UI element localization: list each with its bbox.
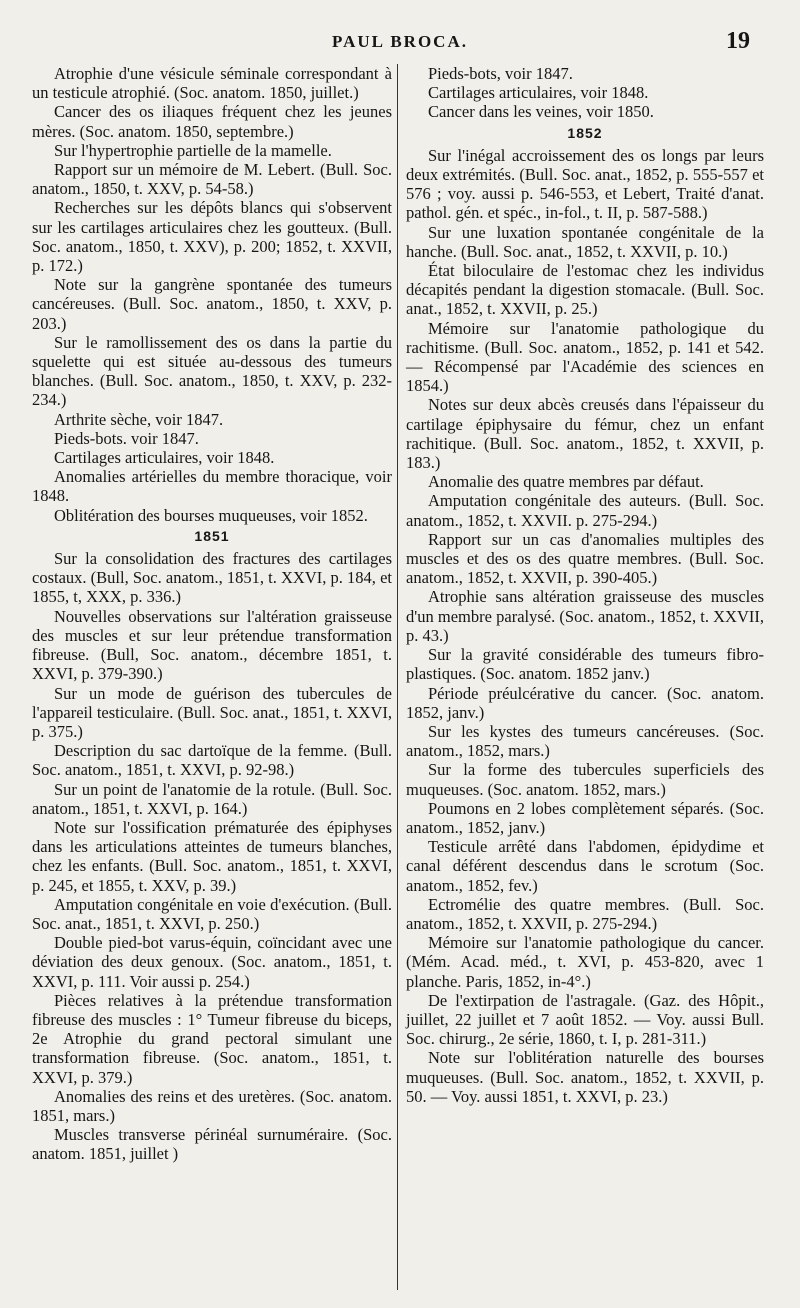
bibliography-entry: Sur la consolidation des fractures des cartilages costaux. (Bull, Soc. anatom., 1851, t. XXVI, p. 184, et 1855, t, XXX, p. 336.) [32, 549, 392, 607]
left-column [32, 64, 392, 1164]
column-divider [397, 64, 398, 1290]
left-entries-before-1851 [32, 64, 392, 525]
bibliography-entry: Nouvelles observations sur l'altération graisseuse des muscles et sur leur prétendue transformation fibreuse. (Bull, Soc. anatom., décembre 1851, t. XXVI, p. 379-390.) [32, 606, 392, 684]
bibliography-entry: Sur une luxation spontanée congénitale de la hanche. (Bull. Soc. anat., 1852, t. XXVII, p. 10.) [406, 222, 764, 261]
bibliography-entry: Cartilages articulaires, voir 1848. [428, 83, 649, 103]
bibliography-entry: Amputation congénitale en voie d'exécution. (Bull. Soc. anat., 1851, t. XXVI, p. 250.) [32, 894, 392, 933]
bibliography-entry: État biloculaire de l'estomac chez les individus décapités pendant la digestion stomacale. (Bull. Soc. anat., 1852, t. XXVII, p. 25.) [406, 261, 764, 319]
bibliography-entry: Cancer dans les veines, voir 1850. [428, 102, 654, 122]
bibliography-entry: Rapport sur un cas d'anomalies multiples des muscles et des os des quatre membres. (Bull. Soc. anatom., 1852, t. XXVII, p. 390-405.) [406, 529, 764, 588]
bibliography-entry: Muscles transverse périnéal surnuméraire. (Soc. anatom. 1851, juillet ) [32, 1125, 392, 1164]
bibliography-entry: Description du sac dartoïque de la femme. (Bull. Soc. anatom., 1851, t. XXVI, p. 92-98.) [32, 741, 392, 780]
bibliography-entry: Atrophie d'une vésicule séminale correspondant à un testicule atrophié. (Soc. anatom. 1850, juillet.) [32, 64, 392, 103]
bibliography-entry: Note sur la gangrène spontanée des tumeurs cancéreuses. (Bull. Soc. anatom., 1850, t. XXV, p. 203.) [32, 275, 392, 333]
bibliography-entry: Note sur l'oblitération naturelle des bourses muqueuses. (Bull. Soc. anatom., 1852, t. XXVII, p. 50. — Voy. aussi 1851, t. XXVI, p. 23.) [406, 1048, 764, 1106]
bibliography-entry: Sur les kystes des tumeurs cancéreuses. (Soc. anatom., 1852, mars.) [406, 721, 764, 761]
bibliography-entry: Sur un mode de guérison des tubercules de l'appareil testiculaire. (Bull. Soc. anat., 1851, t. XXVI, p. 375.) [32, 683, 392, 741]
bibliography-entry: Sur la gravité considérable des tumeurs fibro-plastiques. (Soc. anatom. 1852 janv.) [406, 645, 764, 684]
bibliography-entry: Sur l'inégal accroissement des os longs par leurs deux extrémités. (Bull. Soc. anat., 1852, p. 555-557 et 576 ; voy. aussi p. 546-553, et Lebert, Traité d'anat. pathol. gén. et spéc., in-fol., t. II, p. 587-588.) [406, 145, 764, 223]
bibliography-entry: Testicule arrêté dans l'abdomen, épidydime et canal déférent descendus dans le scrotum (Soc. anatom., 1852, fev.) [406, 837, 764, 895]
bibliography-entry: Anomalies artérielles du membre thoracique, voir 1848. [32, 467, 392, 506]
year-heading-1852: 1852 [567, 124, 603, 141]
bibliography-entry: Mémoire sur l'anatomie pathologique du cancer. (Mém. Acad. méd., t. XVI, p. 453-820, avec 1 planche. Paris, 1852, in-4°.) [406, 933, 764, 991]
bibliography-entry: Anomalies des reins et des uretères. (Soc. anatom. 1851, mars.) [32, 1086, 392, 1125]
bibliography-entry: Note sur l'ossification prématurée des épiphyses dans les articulations atteintes de tumeurs blanches, chez les enfants. (Bull. Soc. anatom., 1851, t. XXVI, p. 245, et 1855, t. XXV, p. 39.) [32, 817, 392, 895]
bibliography-entry: De l'extirpation de l'astragale. (Gaz. des Hôpit., juillet, 22 juillet et 7 août 1852. — Voy. aussi Bull. Soc. chirurg., 2e série, 1860, t. I, p. 281-311.) [406, 990, 764, 1049]
right-entries-1852 [406, 146, 764, 1106]
right-entries-before-1852 [406, 64, 764, 122]
bibliography-entry: Pieds-bots. voir 1847. [54, 428, 199, 448]
bibliography-entry: Ectromélie des quatre membres. (Bull. Soc. anatom., 1852, t. XXVII, p. 275-294.) [406, 894, 764, 933]
bibliography-entry: Oblitération des bourses muqueuses, voir 1852. [54, 505, 368, 525]
bibliography-entry: Double pied-bot varus-équin, coïncidant avec une déviation des deux genoux. (Soc. anatom., 1851, t. XXVI, p. 111. Voir aussi p. 254.) [32, 933, 392, 991]
bibliography-entry: Cancer des os iliaques fréquent chez les jeunes mères. (Soc. anatom. 1850, septembre.) [32, 102, 392, 141]
bibliography-entry: Sur le ramollissement des os dans la partie du squelette qui est située au-dessous des tumeurs blanches. (Bull. Soc. anatom., 1850, t. XXV, p. 232-234.) [32, 332, 392, 410]
left-entries-1851 [32, 549, 392, 1164]
bibliography-entry: Mémoire sur l'anatomie pathologique du rachitisme. (Bull. Soc. anatom., 1852, p. 141 et 542. — Récompensé par l'Académie des sciences en 1854.) [406, 318, 764, 396]
bibliography-entry: Cartilages articulaires, voir 1848. [54, 448, 275, 468]
bibliography-entry: Atrophie sans altération graisseuse des muscles d'un membre paralysé. (Soc. anatom., 1852, t. XXVII, p. 43.) [406, 587, 764, 645]
bibliography-entry: Recherches sur les dépôts blancs qui s'observent sur les cartilages articulaires chez les goutteux. (Bull. Soc. anatom., 1850, t. XXV), p. 200; 1852, t. XXVII, p. 172.) [32, 198, 392, 276]
bibliography-entry: Sur la forme des tubercules superficiels des muqueuses. (Soc. anatom. 1852, mars.) [406, 760, 764, 799]
running-head [0, 30, 800, 58]
running-title: PAUL BROCA. [332, 32, 468, 51]
bibliography-entry: Période préulcérative du cancer. (Soc. anatom. 1852, janv.) [406, 683, 764, 722]
bibliography-entry: Pièces relatives à la prétendue transformation fibreuse des muscles : 1° Tumeur fibreuse du biceps, 2e Atrophie du grand pectoral simulant une transformation fibreuse. (Soc. anatom., 1851, t. XXVI, p. 379.) [32, 990, 392, 1087]
bibliography-entry: Poumons en 2 lobes complètement séparés. (Soc. anatom., 1852, janv.) [406, 798, 764, 837]
bibliography-entry: Sur l'hypertrophie partielle de la mamelle. [54, 140, 332, 160]
year-heading-1851: 1851 [194, 527, 230, 544]
bibliography-entry: Amputation congénitale des auteurs. (Bull. Soc. anatom., 1852, t. XXVII. p. 275-294.) [406, 491, 764, 530]
page-number: 19 [726, 28, 750, 54]
bibliography-entry: Pieds-bots, voir 1847. [428, 64, 573, 83]
right-column [406, 64, 764, 1106]
bibliography-entry: Notes sur deux abcès creusés dans l'épaisseur du cartilage épiphysaire du fémur, chez un enfant rachitique. (Bull. Soc. anatom., 1852, t. XXVII, p. 183.) [406, 395, 764, 473]
bibliography-entry: Sur un point de l'anatomie de la rotule. (Bull. Soc. anatom., 1851, t. XXVI, p. 164.) [32, 779, 392, 818]
bibliography-entry: Anomalie des quatre membres par défaut. [428, 472, 704, 492]
bibliography-entry: Arthrite sèche, voir 1847. [54, 409, 224, 429]
bibliography-entry: Rapport sur un mémoire de M. Lebert. (Bull. Soc. anatom., 1850, t. XXV, p. 54-58.) [32, 160, 392, 199]
